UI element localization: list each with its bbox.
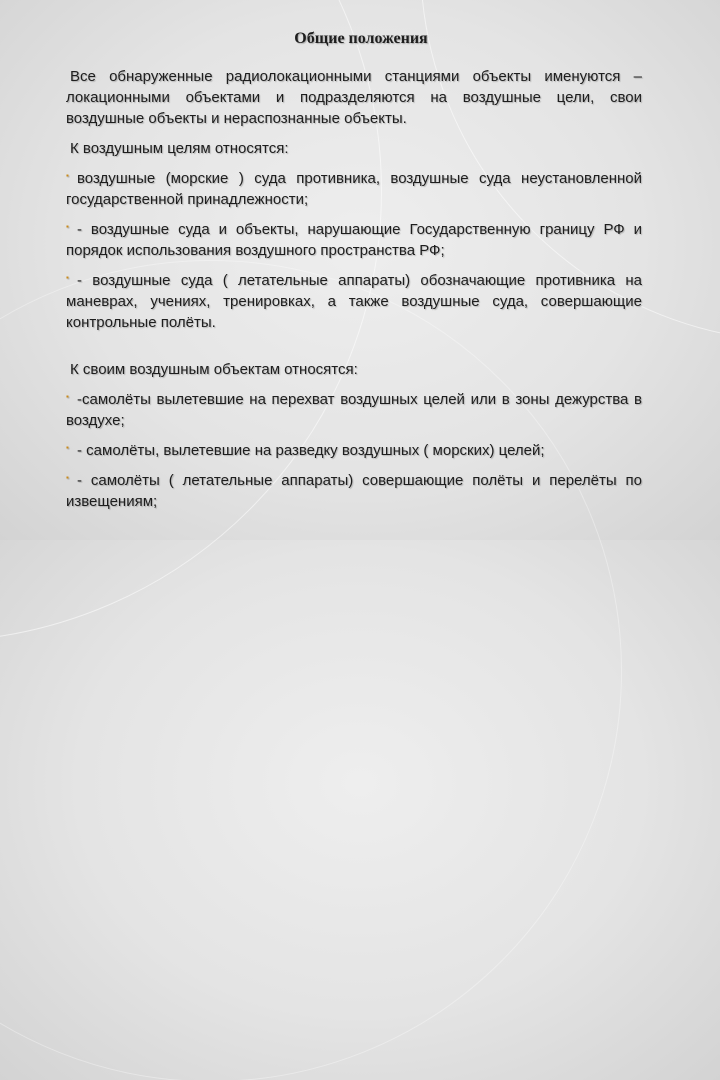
list-item <box>66 389 642 431</box>
bullet-icon: ▪ <box>66 222 69 231</box>
slide-title: Общие положения <box>294 30 428 47</box>
intro-paragraph: Все обнаруженные радиолокационными станциями объекты именуются – локационными объектами и подразделяются на воздушные цели, свои воздушные объекты и нераспознанные объекты. <box>66 68 642 127</box>
own-objects-heading: К своим воздушным объектам относятся: <box>70 361 358 378</box>
slide-content <box>66 30 642 521</box>
list-item <box>66 470 642 512</box>
air-targets-heading: К воздушным целям относятся: <box>70 140 289 157</box>
section-spacer <box>66 342 642 359</box>
bullet-icon: ▪ <box>66 473 69 482</box>
list-item-text: воздушные (морские ) суда противника, воздушные суда неустановленной государственной принадлежности; <box>66 170 642 208</box>
list-item-text: - самолёты, вылетевшие на разведку воздушных ( морских) целей; <box>77 442 545 459</box>
list-item-text: -самолёты вылетевшие на перехват воздушных целей или в зоны дежурства в воздухе; <box>66 391 642 429</box>
list-item <box>66 440 642 461</box>
bullet-icon: ▪ <box>66 171 69 180</box>
list-item-text: - самолёты ( летательные аппараты) совершающие полёты и перелёты по извещениям; <box>66 472 642 510</box>
list-item-text: - воздушные суда и объекты, нарушающие Государственную границу РФ и порядок использования воздушного пространства РФ; <box>66 221 642 259</box>
list-item-text: - воздушные суда ( летательные аппараты) обозначающие противника на маневрах, учениях, тренировках, а также воздушные суда, совершающие контрольные полёты. <box>66 272 642 331</box>
list-item <box>66 270 642 333</box>
list-item <box>66 168 642 210</box>
bullet-icon: ▪ <box>66 392 69 401</box>
bullet-icon: ▪ <box>66 273 69 282</box>
list-item <box>66 219 642 261</box>
bullet-icon: ▪ <box>66 443 69 452</box>
